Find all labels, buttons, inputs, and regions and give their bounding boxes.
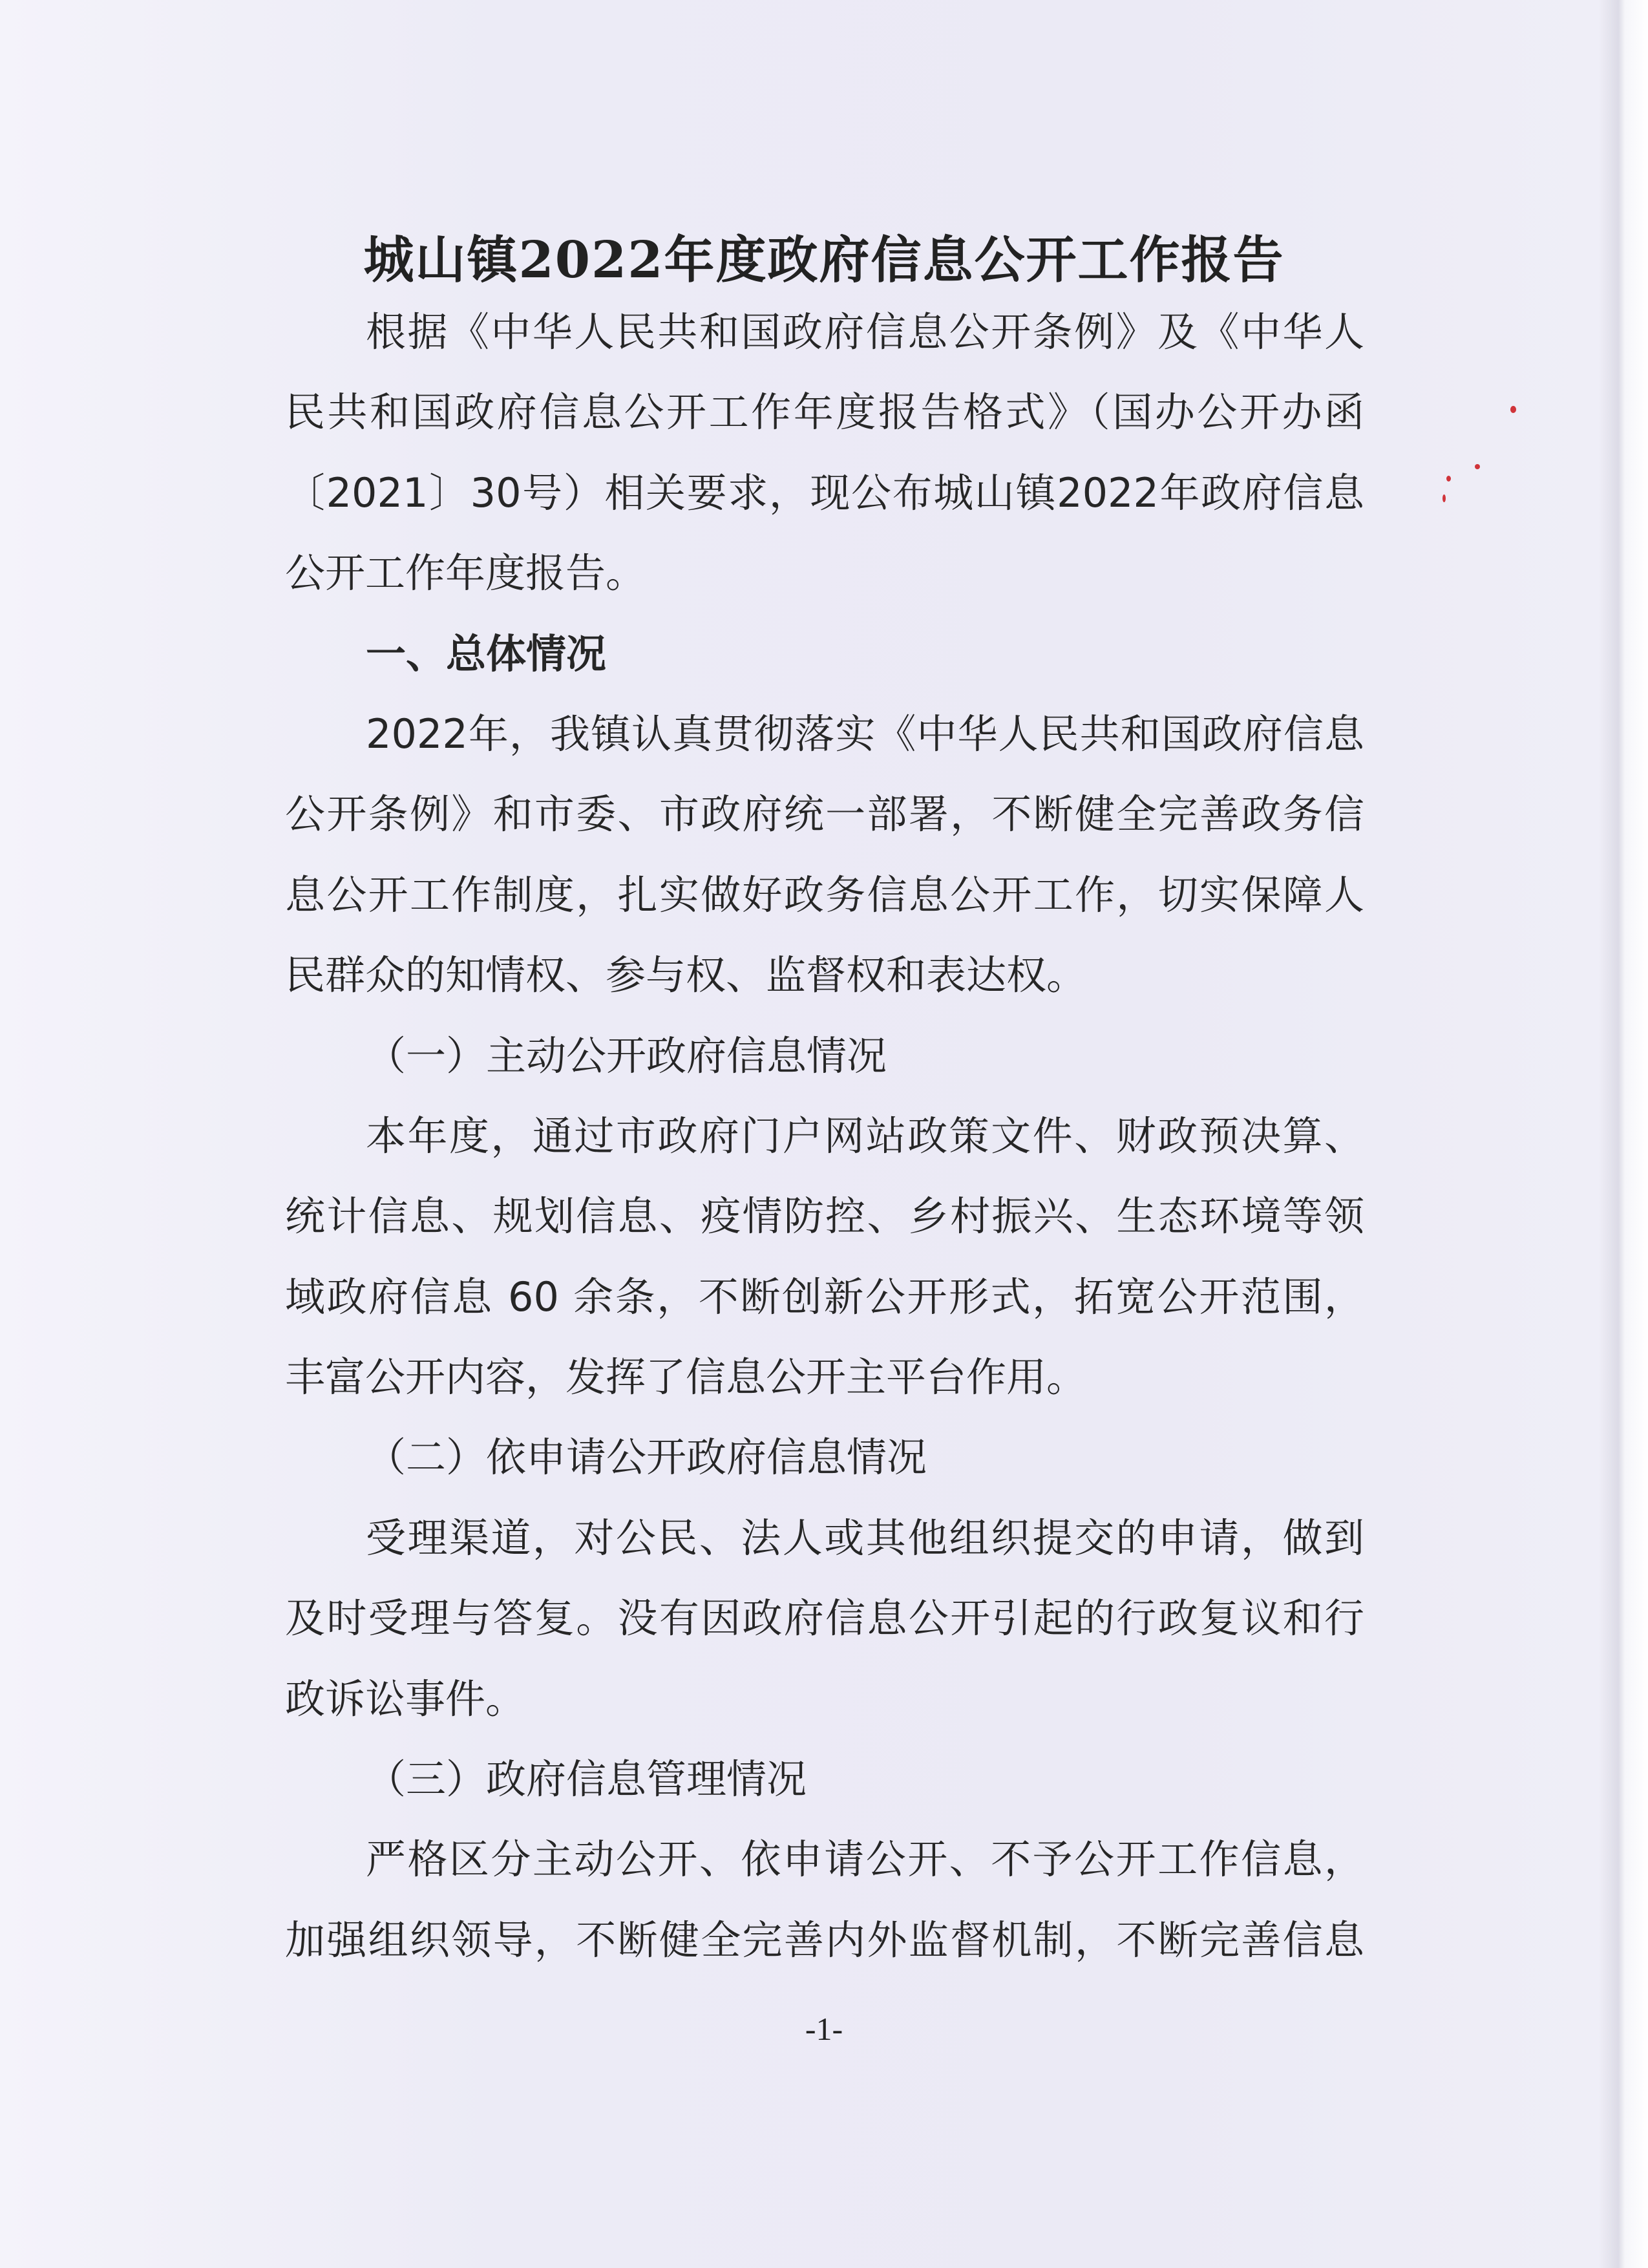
red-ink-speck (1475, 464, 1480, 469)
paragraph (285, 1498, 1364, 1739)
text-line: 2022年，我镇认真贯彻落实《中华人民共和国政府信息 (366, 710, 1364, 758)
text-line: 公开工作年度报告。 (285, 549, 646, 597)
text-line: 本年度，通过市政府门户网站政策文件、财政预决算、 (366, 1112, 1364, 1160)
text-line: 民群众的知情权、参与权、监督权和表达权。 (285, 951, 1087, 999)
text-line: 民共和国政府信息公开工作年度报告格式》（国办公开办函 (285, 388, 1364, 436)
text-line: 及时受理与答复。没有因政府信息公开引起的行政复议和行 (285, 1595, 1364, 1642)
paragraph (285, 292, 1364, 614)
paragraph (285, 694, 1364, 1016)
text-line: 丰富公开内容，发挥了信息公开主平台作用。 (285, 1353, 1087, 1401)
text-line: （三）政府信息管理情况 (366, 1755, 807, 1803)
page-number: -1- (805, 2011, 843, 2047)
text-line: 政诉讼事件。 (285, 1675, 526, 1722)
text-line: 〔2021〕30号）相关要求，现公布城山镇2022年政府信息 (285, 469, 1364, 516)
text-line: 域政府信息 60 余条，不断创新公开形式，拓宽公开范围， (285, 1273, 1364, 1320)
text-line: 息公开工作制度，扎实做好政务信息公开工作，切实保障人 (285, 871, 1364, 918)
red-ink-speck (1446, 476, 1451, 482)
document-body (285, 292, 1364, 1980)
text-line: 公开条例》和市委、市政府统一部署，不断健全完善政务信 (285, 790, 1364, 838)
subsection-heading (285, 1739, 1364, 1819)
text-line: 受理渠道，对公民、法人或其他组织提交的申请，做到 (366, 1514, 1364, 1562)
red-ink-speck (1442, 494, 1446, 502)
subsection-heading (285, 1417, 1364, 1498)
text-line: （二）依申请公开政府信息情况 (366, 1434, 927, 1481)
document-title: 城山镇2022年度政府信息公开工作报告 (363, 231, 1285, 290)
text-line: 一、总体情况 (366, 630, 607, 677)
section-heading (285, 614, 1364, 694)
text-line: 根据《中华人民共和国政府信息公开条例》及《中华人 (366, 308, 1364, 355)
paragraph (285, 1819, 1364, 1980)
text-line: 统计信息、规划信息、疫情防控、乡村振兴、生态环境等领 (285, 1192, 1364, 1240)
text-line: （一）主动公开政府信息情况 (366, 1032, 887, 1079)
text-line: 加强组织领导，不断健全完善内外监督机制，不断完善信息 (285, 1916, 1364, 1964)
paragraph (285, 1096, 1364, 1418)
subsection-heading (285, 1016, 1364, 1096)
red-ink-speck (1510, 406, 1516, 413)
text-line: 严格区分主动公开、依申请公开、不予公开工作信息， (366, 1836, 1364, 1883)
